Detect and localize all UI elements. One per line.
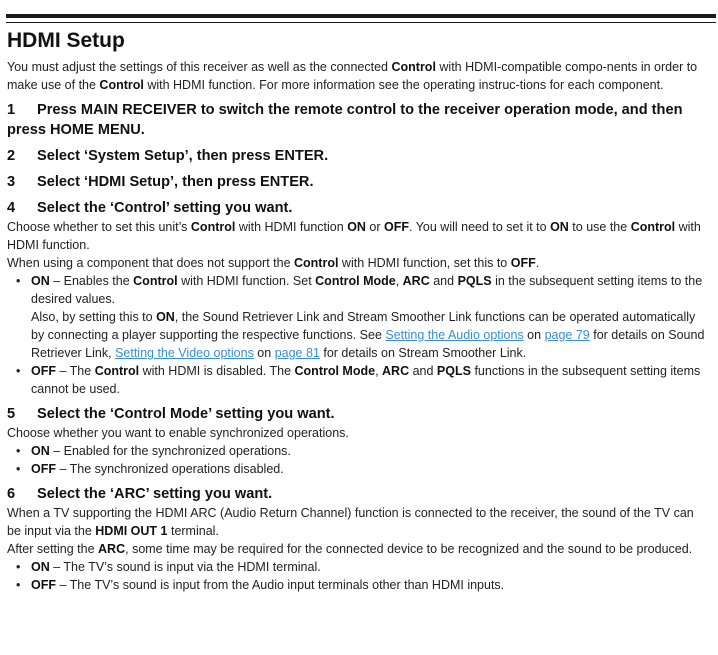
step-number: 5 [7, 406, 16, 422]
option-label: OFF [31, 364, 56, 378]
text: – The [56, 364, 95, 378]
text: to use the [568, 220, 631, 234]
bold-text: HDMI OUT 1 [95, 524, 168, 538]
bold-text: PQLS [436, 364, 471, 378]
list-item-off [7, 362, 711, 398]
step-text: Select the ‘Control’ setting you want. [37, 200, 293, 216]
text: – Enabled for the synchronized operations. [49, 444, 291, 458]
step-1 [7, 100, 711, 140]
text: , [395, 274, 403, 288]
bold-text: ON [347, 220, 366, 234]
text: in the subsequent setting items to the desired values. [31, 274, 703, 306]
step-6-description [7, 504, 711, 540]
bold-text: Control Mode [294, 364, 376, 378]
text: . [535, 256, 540, 270]
option-label: ON [31, 444, 50, 458]
list-item-on [7, 272, 711, 362]
step-4-options [7, 272, 711, 398]
text: with HDMI is disabled. The [139, 364, 295, 378]
text: with HDMI-compatible compo-nents in order to make use of the [7, 60, 698, 92]
step-3 [7, 172, 711, 192]
option-label: OFF [31, 578, 56, 592]
step-6-options [7, 558, 711, 594]
bold-text: Control [391, 60, 436, 74]
step-4-description [7, 218, 711, 254]
step-text: Select ‘HDMI Setup’, then press ENTER. [37, 174, 314, 190]
step-text: Select the ‘ARC’ setting you want. [37, 486, 273, 502]
text: – The synchronized operations disabled. [56, 462, 284, 476]
link-audio-options[interactable]: Setting the Audio options [385, 328, 524, 342]
text: – The TV’s sound is input from the Audio input terminals other than HDMI inputs. [56, 578, 505, 592]
text: – The TV’s sound is input via the HDMI terminal. [49, 560, 321, 574]
bold-text: Control [94, 364, 140, 378]
step-2 [7, 146, 711, 166]
bold-text: OFF [384, 220, 409, 234]
text: When a TV supporting the HDMI ARC (Audio Return Channel) function is connected to the receiver, the sound of the TV can be input via the [7, 506, 694, 538]
text: with HDMI function. Set [177, 274, 316, 288]
page-title: HDMI Setup [7, 29, 125, 52]
bold-text: ARC [382, 364, 410, 378]
step-text: Press MAIN RECEIVER to switch the remote control to the receiver operation mode, and then press HOME MENU. [7, 102, 683, 138]
bold-text: ON [550, 220, 569, 234]
text: , [375, 364, 383, 378]
bold-text: PQLS [457, 274, 492, 288]
step-4 [7, 198, 711, 218]
text: After setting the [7, 542, 99, 556]
text: and [409, 364, 437, 378]
text: functions in the subsequent setting items cannot be used. [31, 364, 701, 396]
text: – Enables the [49, 274, 134, 288]
link-video-options[interactable]: Setting the Video options [115, 346, 254, 360]
text: You must adjust the settings of this receiver as well as the connected [7, 60, 392, 74]
text: Also, by setting this to [31, 310, 157, 324]
option-label: OFF [31, 462, 56, 476]
bold-text: Control [133, 274, 178, 288]
step-text: Select the ‘Control Mode’ setting you want. [37, 406, 335, 422]
step-number: 3 [7, 174, 16, 190]
text: for details on Stream Smoother Link. [319, 346, 527, 360]
text: , some time may be required for the connected device to be recognized and the sound to be produced. [125, 542, 693, 556]
list-item-off [7, 576, 711, 594]
bullet: • [16, 462, 21, 476]
text: on [253, 346, 275, 360]
text: or [365, 220, 384, 234]
text: with HDMI function. [7, 220, 701, 252]
bold-text: Control [99, 78, 144, 92]
bold-text: ARC [402, 274, 430, 288]
text: for details on Sound Retriever Link, [31, 328, 705, 360]
text: When using a component that does not support the [7, 256, 294, 270]
bullet: • [16, 578, 21, 592]
bold-text: Control Mode [315, 274, 396, 288]
option-label: ON [31, 274, 50, 288]
text: on [523, 328, 545, 342]
step-5-description: Choose whether you want to enable synchronized operations. [7, 426, 349, 440]
list-item-on [7, 442, 711, 460]
step-number: 2 [7, 148, 16, 164]
step-4-note [7, 254, 711, 272]
text: . You will need to set it to [409, 220, 551, 234]
bullet: • [16, 364, 21, 378]
step-text: Select ‘System Setup’, then press ENTER. [37, 148, 329, 164]
bold-text: Control [294, 256, 339, 270]
text: , the Sound Retriever Link and Stream Smoother Link functions can be operated automatically by connecting a player supporting the respective functions. See [31, 310, 696, 342]
text: with HDMI function [235, 220, 348, 234]
option-label: ON [31, 560, 50, 574]
text: with HDMI function. For more information see the operating instruc-tions for each component. [143, 78, 664, 92]
header-rule-thin [6, 22, 716, 23]
list-item-off [7, 460, 711, 478]
text: Choose whether to set this unit’s [7, 220, 191, 234]
intro-paragraph [7, 58, 711, 94]
content [7, 28, 711, 594]
step-number: 6 [7, 486, 16, 502]
bold-text: Control [630, 220, 676, 234]
text: with HDMI function, set this to [338, 256, 511, 270]
bullet: • [16, 444, 21, 458]
step-number: 4 [7, 200, 16, 216]
bold-text: OFF [510, 256, 536, 270]
bullet: • [16, 560, 21, 574]
step-5 [7, 404, 711, 424]
step-number: 1 [7, 102, 16, 118]
step-5-options [7, 442, 711, 478]
header-rule-thick [6, 14, 716, 18]
bullet: • [16, 274, 21, 288]
list-item-on [7, 558, 711, 576]
text: terminal. [167, 524, 219, 538]
bold-text: ON [156, 310, 175, 324]
link-page-81[interactable]: page 81 [274, 346, 320, 360]
step-6-note [7, 540, 711, 558]
step-6 [7, 484, 711, 504]
text: and [429, 274, 458, 288]
link-page-79[interactable]: page 79 [544, 328, 590, 342]
bold-text: ARC [98, 542, 126, 556]
bold-text: Control [190, 220, 236, 234]
